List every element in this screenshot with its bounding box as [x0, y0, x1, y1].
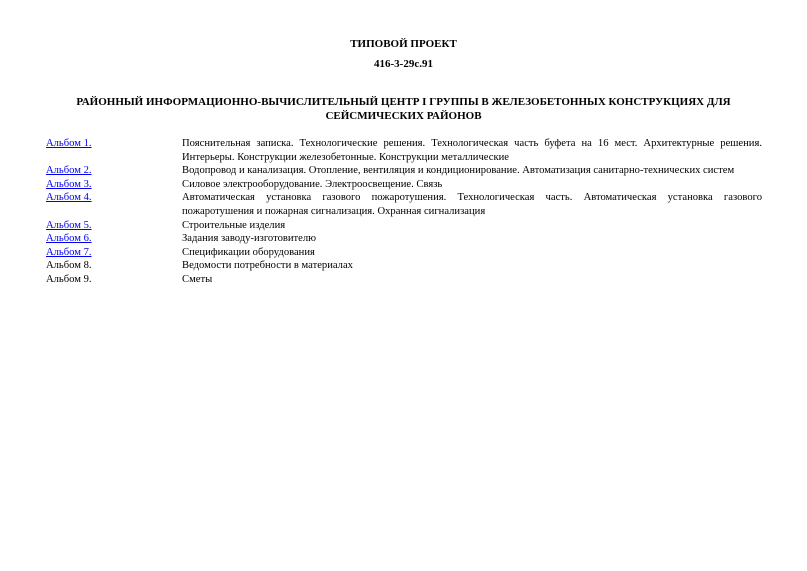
album-2-link[interactable]: Альбом 2.: [46, 165, 92, 177]
album-row-3: [46, 178, 762, 192]
album-7-description: Спецификации оборудования: [182, 246, 315, 258]
album-row-4: [46, 191, 762, 218]
album-9-description: Сметы: [182, 273, 213, 285]
album-4-link[interactable]: Альбом 4.: [46, 192, 92, 204]
album-row-7: [46, 246, 762, 260]
album-row-1: [46, 137, 762, 164]
album-row-8: [46, 259, 762, 273]
album-row-2: [46, 164, 762, 178]
project-code: 416-3-29с.91: [374, 58, 433, 70]
album-9-label: Альбом 9.: [46, 273, 92, 285]
album-1-description: Пояснительная записка. Технологические решения. Технологическая часть буфета на 16 мест. Архитектурные решения. Интерьеры. Конструкции железобетонные. Конструкции металлические: [182, 138, 762, 163]
album-1-link[interactable]: Альбом 1.: [46, 138, 92, 149]
album-7-link[interactable]: Альбом 7.: [46, 246, 92, 258]
album-4-description: Автоматическая установка газового пожаротушения. Технологическая часть. Автоматическая установка газового пожаротушения и пожарная сигнализация. Охранная сигнализация: [182, 192, 762, 217]
album-8-description: Ведомости потребности в материалах: [182, 260, 353, 272]
album-5-description: Строительные изделия: [182, 219, 286, 231]
album-6-description: Задания заводу-изготовителю: [182, 233, 317, 245]
album-row-9: [46, 273, 762, 287]
document-title: РАЙОННЫЙ ИНФОРМАЦИОННО-ВЫЧИСЛИТЕЛЬНЫЙ ЦЕНТР I ГРУППЫ В ЖЕЛЕЗОБЕТОННЫХ КОНСТРУКЦИЯХ ДЛЯ СЕЙСМИЧЕСКИХ РАЙОНОВ: [76, 96, 731, 122]
album-row-5: [46, 219, 762, 233]
album-3-description: Силовое электрооборудование. Электроосвещение. Связь: [182, 178, 443, 190]
album-8-label: Альбом 8.: [46, 260, 92, 272]
album-5-link[interactable]: Альбом 5.: [46, 219, 92, 231]
album-6-link[interactable]: Альбом 6.: [46, 233, 92, 245]
album-2-description: Водопровод и канализация. Отопление, вентиляция и кондиционирование. Автоматизация санитарно-технических систем: [182, 165, 735, 177]
document-type-heading: ТИПОВОЙ ПРОЕКТ: [350, 38, 457, 50]
album-row-6: [46, 232, 762, 246]
album-3-link[interactable]: Альбом 3.: [46, 178, 92, 190]
album-list: [46, 137, 762, 287]
